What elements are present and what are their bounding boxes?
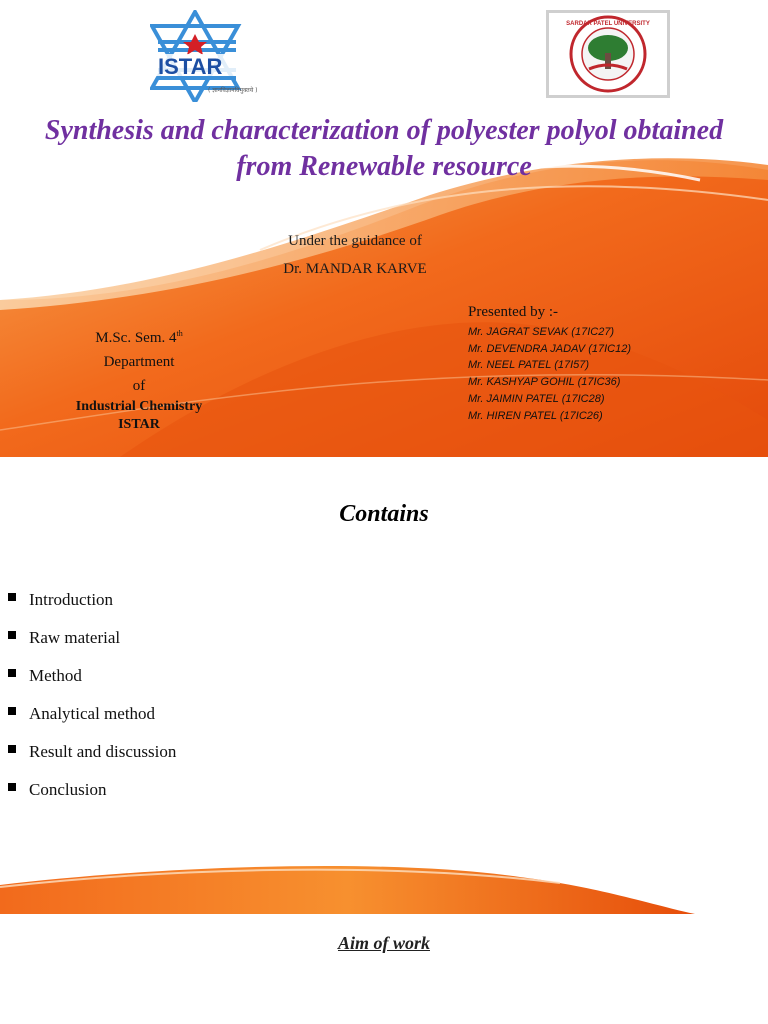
- orange-wave-footer: [0, 857, 768, 917]
- istar-logo: [150, 10, 265, 102]
- presentation-title: [0, 113, 768, 185]
- aim-heading: Aim of work: [337, 933, 430, 953]
- presenter-item: Mr. JAIMIN PATEL (17IC28): [468, 392, 605, 405]
- presenter-item: Mr. NEEL PATEL (17I57): [468, 359, 590, 372]
- list-item: Raw material: [8, 619, 176, 657]
- title-slide: [0, 0, 768, 457]
- list-item: Analytical method: [8, 695, 176, 733]
- presenter-item: Mr. JAGRAT SEVAK (17IC27): [468, 326, 615, 338]
- guidance-label: Under the guidance of: [288, 233, 422, 249]
- bullet-icon: [8, 745, 16, 753]
- contents-heading: Contains: [339, 501, 429, 527]
- title-line-1: Synthesis and characterization of polyester polyol obtained: [44, 115, 724, 146]
- department-name: Industrial Chemistry: [75, 399, 203, 414]
- guide-name: Dr. MANDAR KARVE: [283, 261, 427, 277]
- list-item: Conclusion: [8, 771, 176, 809]
- presenters-block: [468, 304, 631, 424]
- presented-by-label: Presented by :-: [468, 304, 558, 320]
- department-of: of: [132, 378, 146, 394]
- bullet-icon: [8, 783, 16, 791]
- program-line: M.Sc. Sem. 4th: [95, 329, 183, 346]
- department-block: [60, 322, 218, 434]
- bullet-icon: [8, 593, 16, 601]
- contents-list: [8, 581, 176, 809]
- list-item: Result and discussion: [8, 733, 176, 771]
- bullet-icon: [8, 707, 16, 715]
- title-line-2: from Renewable resource: [236, 151, 532, 182]
- institute-name: ISTAR: [118, 417, 160, 432]
- aim-slide: [0, 917, 768, 1024]
- sardar-patel-university-logo: [546, 10, 670, 98]
- presenter-item: Mr. KASHYAP GOHIL (17IC36): [468, 376, 621, 389]
- presenter-item: Mr. HIREN PATEL (17IC26): [468, 409, 603, 422]
- bullet-icon: [8, 631, 16, 639]
- presenter-item: Mr. DEVENDRA JADAV (17IC12): [468, 342, 632, 355]
- bullet-icon: [8, 669, 16, 677]
- svg-text:ISTAR: ISTAR: [158, 54, 223, 79]
- contents-slide: [0, 457, 768, 917]
- svg-text:SARDAR PATEL UNIVERSITY: SARDAR PATEL UNIVERSITY: [566, 21, 650, 27]
- svg-text:( ज्ञानविज्ञानविमुक्तये ): ( ज्ञानविज्ञानविमुक्तये ): [208, 87, 258, 94]
- list-item: Method: [8, 657, 176, 695]
- department-label: Department: [103, 354, 175, 370]
- list-item: Introduction: [8, 581, 176, 619]
